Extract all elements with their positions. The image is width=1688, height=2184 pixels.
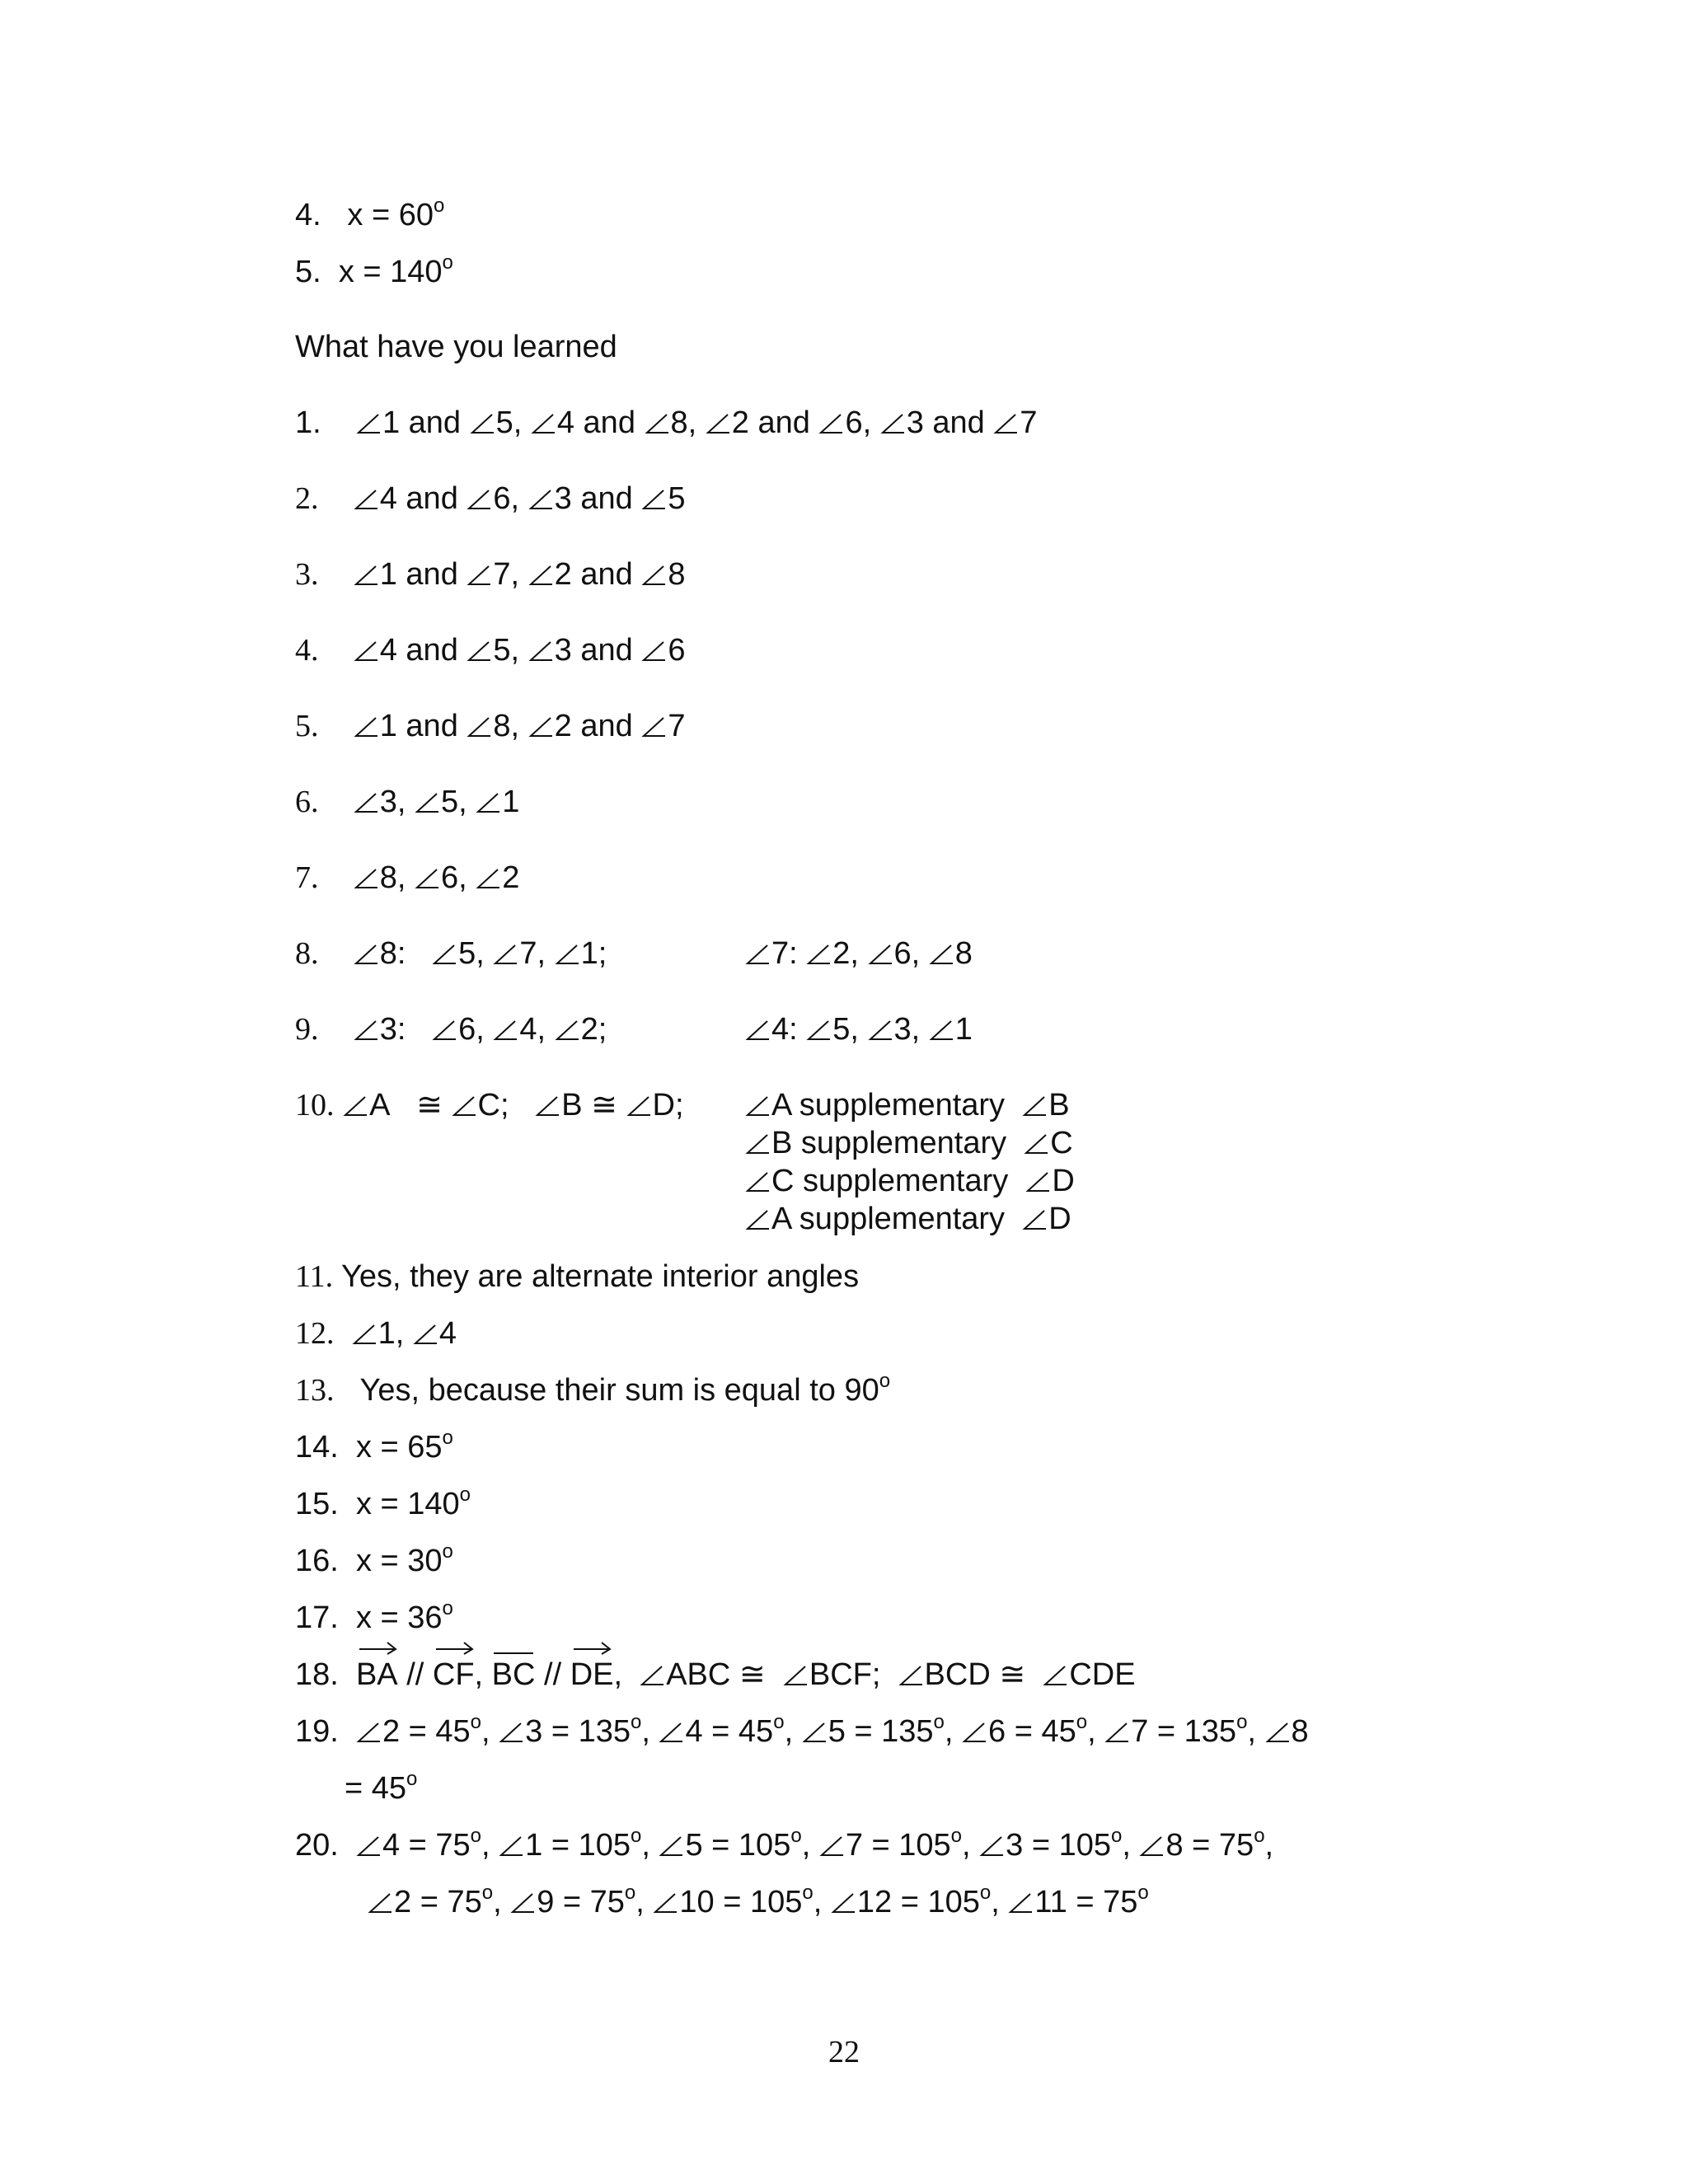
angle-icon	[352, 1322, 377, 1345]
angle-icon	[1008, 1891, 1033, 1914]
item-3: 3. 1 and 7, 2 and 8	[295, 557, 686, 592]
item-7: 7. 8, 6, 2	[295, 860, 520, 895]
angle-icon	[555, 1018, 579, 1041]
angle-icon	[535, 1094, 560, 1117]
item-9-right: 4: 5, 3, 1	[745, 1014, 973, 1045]
item-11: 11. Yes, they are alternate interior angles	[295, 1259, 860, 1294]
item-20: 20. $4 = 75^o$, $1 = 105^o$, $5 = 105^o$, $7 = 105^o$, $3 = 105^o$, $8 = 75^o$,	[295, 1825, 1274, 1863]
answer-line-5: 5. $x = 140^o$	[295, 251, 453, 289]
angle-icon	[499, 1834, 523, 1857]
angle-icon	[653, 1891, 678, 1914]
item-8: 8. 8: 5, 7, 1; 7: 2, 6, 8	[295, 936, 973, 971]
angle-icon	[745, 1132, 770, 1155]
angle-icon	[528, 715, 553, 738]
angle-icon	[993, 411, 1018, 434]
angle-icon	[528, 487, 553, 510]
angle-icon	[745, 1169, 770, 1193]
angle-icon	[413, 1322, 438, 1345]
item-10-right-row-4: A supplementary D	[745, 1203, 1071, 1235]
angle-icon	[555, 942, 579, 965]
angle-icon	[467, 715, 491, 738]
angle-icon	[343, 1094, 368, 1117]
angle-icon	[1024, 1132, 1048, 1155]
angle-icon	[467, 487, 491, 510]
item-19-continued: = $45^o$	[345, 1768, 418, 1806]
angle-icon	[452, 1094, 476, 1117]
angle-icon	[493, 1018, 518, 1041]
angle-icon	[354, 1018, 378, 1041]
angle-icon	[831, 1891, 856, 1914]
item-17: 17. $x = 36^o$	[295, 1597, 453, 1635]
ray-arrow-icon	[572, 1638, 613, 1656]
angle-icon	[818, 411, 843, 434]
answer-line-4: 4. $x = 60^o$	[295, 194, 445, 232]
ray-ba: BA	[356, 1659, 398, 1690]
angle-icon	[806, 1018, 831, 1041]
angle-icon	[467, 563, 491, 586]
angle-icon	[467, 639, 491, 662]
angle-icon	[929, 942, 954, 965]
angle-icon	[645, 411, 669, 434]
congruent-symbol: ≅	[738, 1657, 766, 1692]
item-6: 6. 3, 5, 1	[295, 785, 520, 819]
angle-icon	[354, 942, 378, 965]
segment-bc: BC	[492, 1659, 536, 1690]
congruent-symbol: ≅	[591, 1088, 617, 1122]
item-13: 13. Yes, because their sum is equal to 90$^o$	[295, 1370, 891, 1408]
angle-icon	[659, 1834, 683, 1857]
angle-icon	[641, 563, 666, 586]
angle-icon	[470, 411, 495, 434]
angle-icon	[356, 411, 381, 434]
angle-icon	[499, 1720, 523, 1743]
angle-icon	[641, 639, 666, 662]
item-5: 5. 1 and 8, 2 and 7	[295, 709, 686, 743]
angle-icon	[880, 411, 905, 434]
angle-icon	[659, 1720, 683, 1743]
angle-icon	[806, 942, 831, 965]
angle-icon	[1265, 1720, 1290, 1743]
item-10-right-row-3: C supplementary D	[745, 1165, 1075, 1197]
item-1: 1. 1 and 5, 4 and 8, 2 and 6, 3 and 7	[295, 405, 1038, 440]
angle-icon	[819, 1834, 844, 1857]
angle-icon	[929, 1018, 954, 1041]
item-19: 19. $2 = 45^o$, $3 = 135^o$, $4 = 45^o$, $5 = 135^o$, $6 = 45^o$, $7 = 135^o$, 8	[295, 1711, 1309, 1749]
angle-icon	[745, 1094, 770, 1117]
angle-icon	[528, 563, 553, 586]
angle-icon	[868, 942, 893, 965]
angle-icon	[898, 1663, 923, 1686]
angle-icon	[868, 1018, 893, 1041]
item-16: 16. $x = 30^o$	[295, 1540, 453, 1578]
section-title: What have you learned	[295, 330, 617, 364]
angle-icon	[354, 715, 378, 738]
angle-icon	[783, 1663, 808, 1686]
item-14: 14. $x = 65^o$	[295, 1427, 453, 1465]
angle-icon	[979, 1834, 1004, 1857]
angle-icon	[962, 1720, 987, 1743]
angle-icon	[1022, 1094, 1047, 1117]
angle-icon	[432, 942, 457, 965]
angle-icon	[1025, 1169, 1050, 1193]
angle-icon	[531, 411, 556, 434]
angle-icon	[356, 1834, 381, 1857]
angle-icon	[432, 1018, 457, 1041]
item-20-continued: $2 = 75^o$, $9 = 75^o$, $10 = 105^o$, $12 = 105^o$, $11 = 75^o$	[368, 1886, 1149, 1918]
angle-icon	[745, 1207, 770, 1230]
angle-icon	[802, 1720, 827, 1743]
ray-cf: CF	[433, 1659, 475, 1690]
congruent-symbol: ≅	[999, 1657, 1026, 1692]
angle-icon	[354, 866, 378, 889]
congruent-symbol: ≅	[416, 1088, 443, 1122]
angle-icon	[510, 1891, 535, 1914]
item-15: 15. $x = 140^o$	[295, 1483, 471, 1521]
angle-icon	[706, 411, 730, 434]
angle-icon	[626, 1094, 651, 1117]
angle-icon	[640, 1663, 664, 1686]
angle-icon	[354, 487, 378, 510]
item-10: 10. A ≅ C; B ≅ D;	[295, 1088, 684, 1122]
angle-icon	[1139, 1834, 1164, 1857]
angle-icon	[354, 639, 378, 662]
ray-arrow-icon	[358, 1638, 399, 1656]
angle-icon	[415, 866, 439, 889]
angle-icon	[368, 1891, 392, 1914]
page-number: 22	[828, 2035, 860, 2069]
item-2: 2. 4 and 6, 3 and 5	[295, 481, 686, 516]
angle-icon	[354, 790, 378, 813]
angle-icon	[415, 790, 439, 813]
angle-icon	[641, 715, 666, 738]
angle-icon	[745, 942, 770, 965]
angle-icon	[354, 563, 378, 586]
ray-de: DE	[570, 1659, 614, 1690]
angle-icon	[528, 639, 553, 662]
ray-arrow-icon	[434, 1638, 476, 1656]
angle-icon	[1104, 1720, 1129, 1743]
angle-icon	[493, 942, 518, 965]
angle-icon	[1022, 1207, 1047, 1230]
item-18: 18. BA // CF, BC // DE, ABC ≅ BCF; BCD ≅ CDE	[295, 1659, 1136, 1690]
angle-icon	[745, 1018, 770, 1041]
angle-icon	[476, 866, 500, 889]
angle-icon	[641, 487, 666, 510]
item-9: 9. 3: 6, 4, 2; 4: 5, 3, 1	[295, 1012, 973, 1047]
item-10-right-row-1: A supplementary B	[745, 1090, 1070, 1121]
item-10-right-row-2: B supplementary C	[745, 1127, 1073, 1159]
item-8-right: 7: 2, 6, 8	[745, 938, 973, 969]
angle-icon	[356, 1720, 381, 1743]
angle-icon	[476, 790, 500, 813]
item-12: 12. 1, 4	[295, 1316, 457, 1351]
item-4: 4. 4 and 5, 3 and 6	[295, 633, 686, 668]
angle-icon	[1043, 1663, 1067, 1686]
